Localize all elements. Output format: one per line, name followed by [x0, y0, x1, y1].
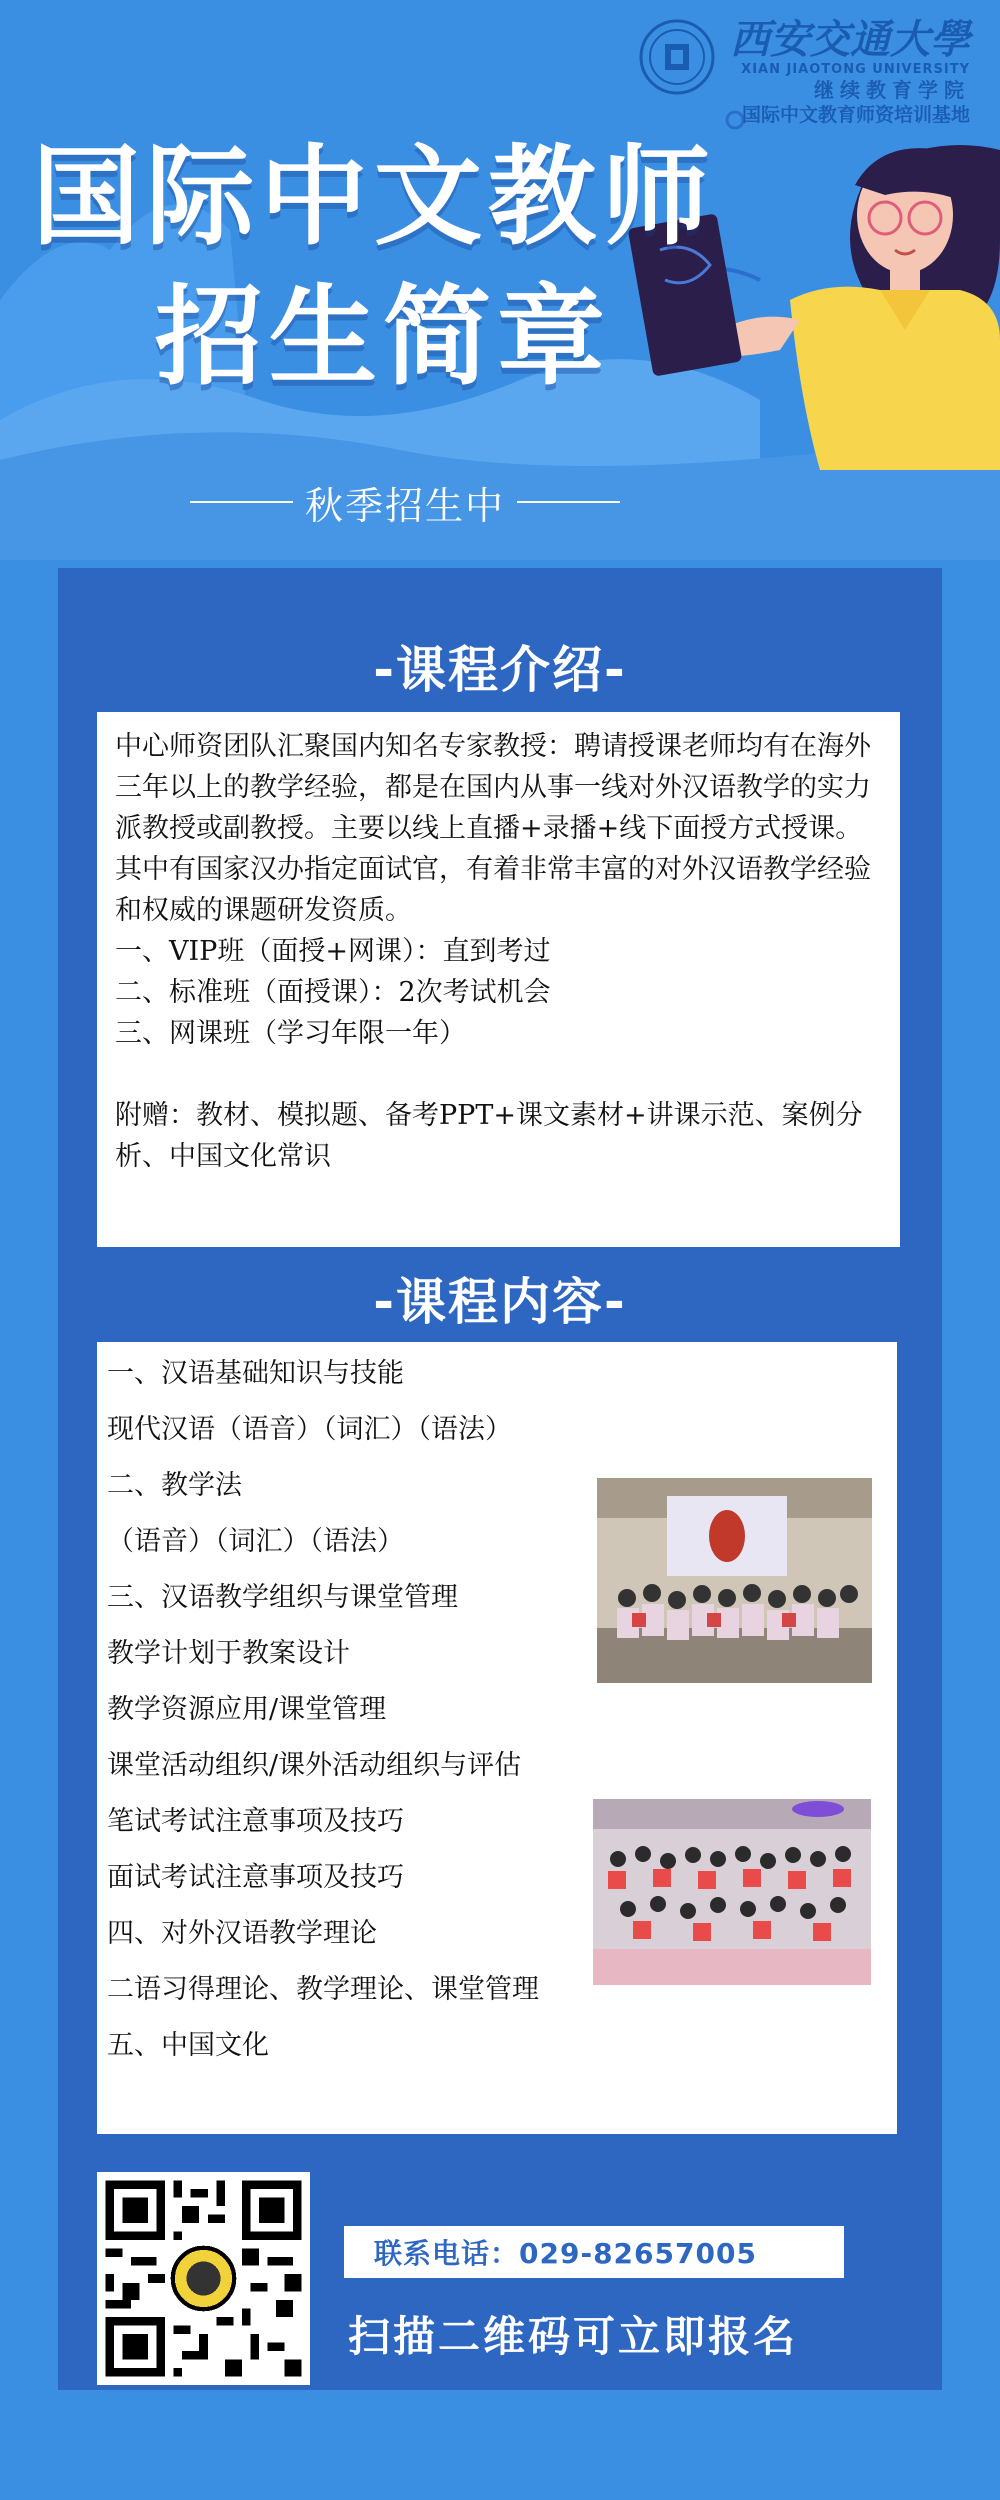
intro-card	[97, 712, 900, 1247]
intro-heading: -课程介绍-	[373, 641, 627, 699]
subtitle-text: 秋季招生中	[305, 483, 506, 528]
page-title-line1: 国际中文教师	[32, 135, 717, 260]
content-item: 三、汉语教学组织与课堂管理	[107, 1582, 458, 1613]
class-item-3: 三、网课班（学习年限一年）	[115, 1018, 466, 1049]
university-logo	[646, 18, 970, 127]
qr-code[interactable]	[97, 2172, 310, 2385]
university-name-cn: 西安交通大學	[730, 16, 970, 63]
content-item: （语音）（词汇）（语法）	[107, 1526, 404, 1557]
content-card	[97, 1342, 897, 2134]
content-item: 二、教学法	[107, 1470, 242, 1501]
contact-phone-box	[344, 2226, 844, 2278]
class-photo-2	[593, 1799, 871, 1985]
content-item: 课堂活动组织/课外活动组织与评估	[107, 1750, 522, 1781]
content-item: 二语习得理论、教学理论、课堂管理	[107, 1974, 539, 2005]
class-item-2: 二、标准班（面授课）：2次考试机会	[115, 977, 551, 1008]
gift-text: 附赠：教材、模拟题、备考PPT+课文素材+讲课示范、案例分析、中国文化常识	[115, 1100, 863, 1172]
content-heading: -课程内容-	[373, 1273, 627, 1331]
university-seal-icon	[638, 18, 716, 96]
subtitle-left-rule	[190, 501, 293, 503]
content-item: 一、汉语基础知识与技能	[107, 1358, 404, 1389]
content-item: 教学计划于教案设计	[107, 1638, 350, 1669]
content-item: 现代汉语（语音）（词汇）（语法）	[107, 1414, 512, 1445]
content-item: 四、对外汉语教学理论	[107, 1918, 377, 1949]
content-item: 教学资源应用/课堂管理	[107, 1694, 387, 1725]
content-item: 笔试考试注意事项及技巧	[107, 1806, 404, 1837]
page-title-line2: 招生简章	[155, 275, 612, 400]
class-item-1: 一、VIP班（面授+网课）：直到考过	[115, 936, 551, 967]
university-name-en: XIAN JIAOTONG UNIVERSITY	[741, 62, 970, 77]
content-item: 面试考试注意事项及技巧	[107, 1862, 404, 1893]
subtitle-right-rule	[517, 501, 620, 503]
training-base-name: 国际中文教育师资培训基地	[741, 104, 970, 126]
contact-phone[interactable]: 联系电话：029-82657005	[374, 2237, 757, 2270]
content-item: 五、中国文化	[107, 2030, 269, 2061]
qr-code-icon	[97, 2172, 310, 2385]
college-name: 继续教育学院	[814, 78, 970, 102]
intro-paragraph: 中心师资团队汇聚国内知名专家教授：聘请授课老师均有在海外三年以上的教学经验，都是在国内从事一线对外汉语教学的实力派教授或副教授。主要以线上直播+录播+线下面授方式授课。其中有国家汉办指定面试官，有着非常丰富的对外汉语教学经验和权威的课题研发资质。	[115, 731, 871, 926]
subtitle	[190, 480, 620, 528]
hero-banner	[0, 0, 1000, 560]
scan-prompt: 扫描二维码可立即报名	[348, 2312, 799, 2361]
class-photo-1	[597, 1478, 872, 1683]
